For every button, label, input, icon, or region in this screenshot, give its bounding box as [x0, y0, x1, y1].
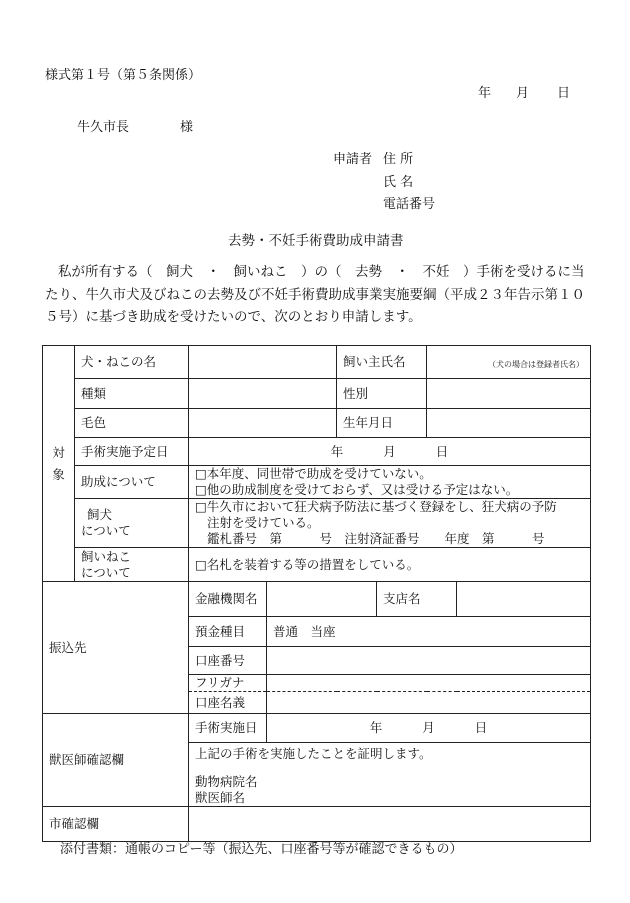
transfer-label: 振込先: [43, 582, 189, 714]
breed-field[interactable]: [189, 379, 337, 409]
date-year-label: 年: [478, 86, 492, 101]
body-paragraph: [45, 261, 590, 329]
row-breed: [43, 379, 591, 409]
cat-label: 飼いねこ について: [75, 548, 189, 582]
row-subsidy: [43, 466, 591, 499]
subsidy-checkbox-2[interactable]: □他の助成制度を受けておらず、又は受ける予定はない。: [195, 482, 519, 497]
subsidy-checkbox-1[interactable]: □本年度、同世帯で助成を受けていない。: [195, 466, 432, 481]
application-form-table: [42, 345, 591, 842]
dog-tag-numbers[interactable]: 鑑札番号 第 号 注射済証番号 年度 第 号: [207, 531, 545, 546]
bank-name-label: 金融機関名: [189, 582, 267, 617]
address-label: 住 所: [383, 152, 414, 167]
bank-name-field[interactable]: [267, 582, 377, 617]
body-line-3: ５号）に基づき助成を受けたいので、次のとおり申請します。: [45, 309, 422, 325]
certify-statement: 上記の手術を実施したことを証明します。: [195, 746, 432, 761]
row-surgery-date: [43, 714, 591, 743]
target-section-label: 対 象: [43, 346, 75, 582]
vet-confirm-label: 獣医師確認欄: [43, 714, 189, 807]
pet-name-field[interactable]: [189, 346, 337, 379]
addressee: 牛久市長: [77, 120, 130, 135]
attachments-note: 添付書類：通帳のコピー等（振込先、口座番号等が確認できるもの）: [60, 842, 463, 857]
deposit-type-field[interactable]: 普通 当座: [267, 617, 591, 647]
pet-name-label: 犬・ねこの名: [75, 346, 189, 379]
date-month-label: 月: [516, 86, 530, 101]
account-holder-field[interactable]: [267, 692, 591, 714]
phone-label: 電話番号: [383, 197, 436, 212]
dog-registration-cont: 注射を受けている。: [207, 515, 320, 530]
birthdate-label: 生年月日: [337, 409, 427, 438]
branch-name-field[interactable]: [457, 582, 591, 617]
row-pet-name: [43, 346, 591, 379]
dog-registration-checkbox[interactable]: □牛久市において狂犬病予防法に基づく登録をし、狂犬病の予防: [195, 499, 557, 514]
row-bank: [43, 582, 591, 617]
subsidy-options: [189, 466, 591, 499]
row-dog: [43, 499, 591, 548]
city-confirm-label: 市確認欄: [43, 807, 189, 842]
owner-name-label: 飼い主氏名: [337, 346, 427, 379]
surgery-planned-label: 手術実施予定日: [75, 438, 189, 466]
surgery-planned-date-field[interactable]: 年 月 日: [189, 438, 591, 466]
owner-name-field[interactable]: [427, 346, 591, 379]
dog-label: 飼犬 について: [75, 499, 189, 548]
name-label: 氏 名: [383, 175, 414, 190]
row-coat: [43, 409, 591, 438]
coat-label: 毛色: [75, 409, 189, 438]
row-surgery-planned: [43, 438, 591, 466]
account-number-field[interactable]: [267, 647, 591, 675]
surgery-date-field[interactable]: 年 月 日: [267, 714, 591, 743]
deposit-type-label: 預金種目: [189, 617, 267, 647]
account-holder-label: 口座名義: [189, 692, 267, 714]
hospital-name-label: 動物病院名: [195, 774, 258, 789]
breed-label: 種類: [75, 379, 189, 409]
surgery-date-label: 手術実施日: [189, 714, 267, 743]
body-line-1: 私が所有する（ 飼犬 ・ 飼いねこ ）の（ 去勢 ・ 不妊 ）手術を受けるに当: [58, 264, 585, 280]
branch-name-label: 支店名: [377, 582, 457, 617]
row-city-confirm: [43, 807, 591, 842]
cat-nametag-checkbox[interactable]: □名札を装着する等の措置をしている。: [189, 548, 591, 582]
account-number-label: 口座番号: [189, 647, 267, 675]
sex-field[interactable]: [427, 379, 591, 409]
honorific: 様: [180, 120, 194, 135]
form-number: 様式第１号（第５条関係）: [45, 68, 202, 83]
owner-name-note: （犬の場合は登録者氏名）: [488, 359, 585, 369]
coat-field[interactable]: [189, 409, 337, 438]
document-title: 去勢・不妊手術費助成申請書: [228, 233, 404, 249]
vet-name-label: 獣医師名: [195, 790, 246, 805]
applicant-label: 申請者: [333, 152, 373, 167]
date-day-label: 日: [557, 86, 571, 101]
city-confirm-field[interactable]: [189, 807, 591, 842]
subsidy-label: 助成について: [75, 466, 189, 499]
furigana-field[interactable]: [267, 675, 591, 692]
furigana-label: フリガナ: [189, 675, 267, 692]
dog-options: [189, 499, 591, 548]
body-line-2: たり、牛久市犬及びねこの去勢及び不妊手術費助成事業実施要綱（平成２３年告示第１０: [45, 286, 585, 303]
row-cat: [43, 548, 591, 582]
vet-certify-block[interactable]: [189, 743, 591, 807]
sex-label: 性別: [337, 379, 427, 409]
birthdate-field[interactable]: [427, 409, 591, 438]
